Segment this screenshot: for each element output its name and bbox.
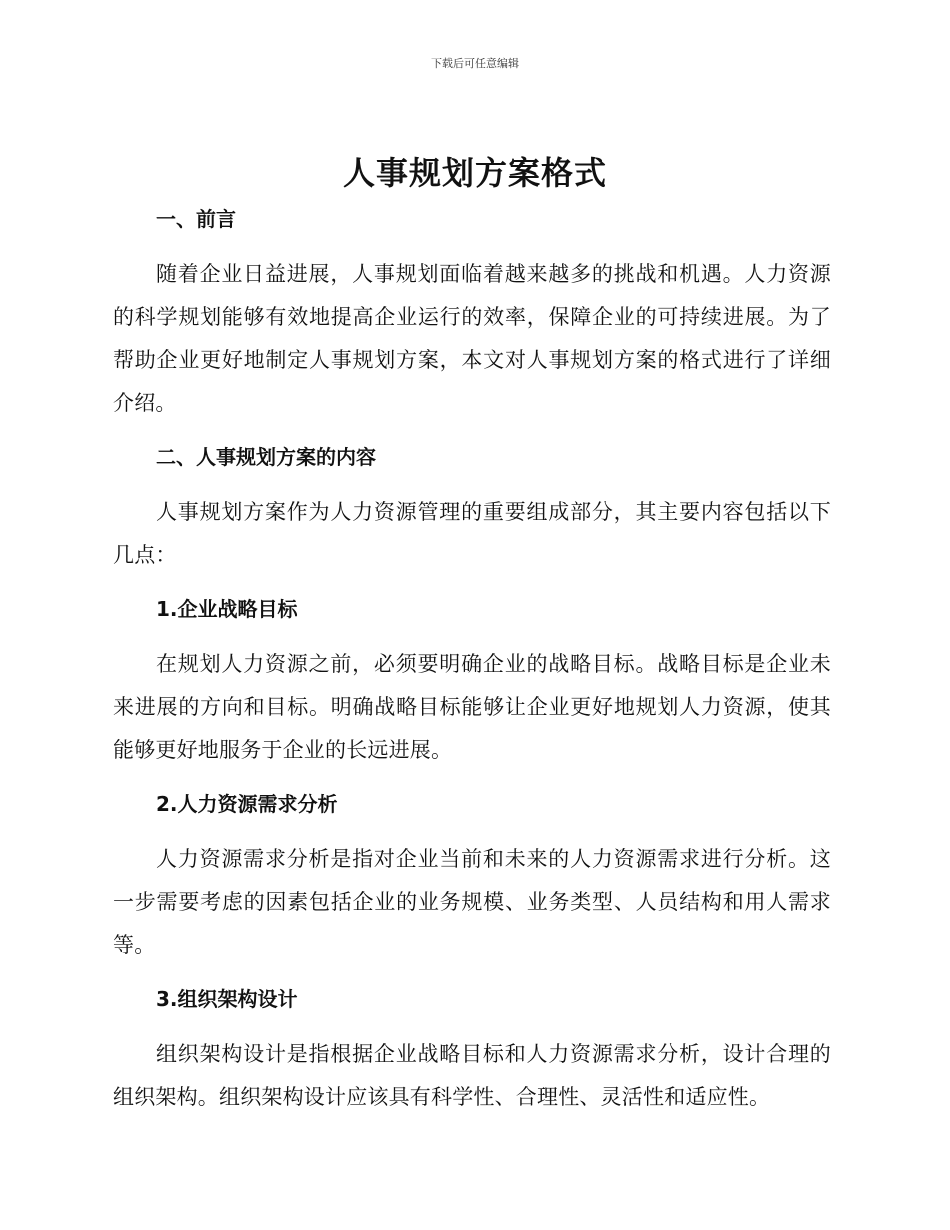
section-paragraph-organization: 组织架构设计是指根据企业战略目标和人力资源需求分析，设计合理的组织架构。组织架构设计应该具有科学性、合理性、灵活性和适应性。	[113, 1042, 831, 1109]
section-heading-organization: 3.组织架构设计	[156, 987, 298, 1011]
section-paragraph-content: 人事规划方案作为人力资源管理的重要组成部分，其主要内容包括以下几点：	[113, 500, 831, 567]
section-paragraph-preface: 随着企业日益进展，人事规划面临着越来越多的挑战和机遇。人力资源的科学规划能够有效地提高企业运行的效率，保障企业的可持续进展。为了帮助企业更好地制定人事规划方案，本文对人事规划方案的格式进行了详细介绍。	[113, 262, 831, 415]
section-heading-demand: 2.人力资源需求分析	[156, 792, 338, 816]
section-paragraph-demand: 人力资源需求分析是指对企业当前和未来的人力资源需求进行分析。这一步需要考虑的因素包括企业的业务规模、业务类型、人员结构和用人需求等。	[113, 847, 831, 957]
document-title: 人事规划方案格式	[342, 154, 607, 192]
header-note: 下载后可任意编辑	[431, 57, 519, 70]
section-paragraph-strategy: 在规划人力资源之前，必须要明确企业的战略目标。战略目标是企业未来进展的方向和目标。明确战略目标能够让企业更好地规划人力资源，使其能够更好地服务于企业的长远进展。	[113, 652, 831, 762]
section-heading-content: 二、人事规划方案的内容	[156, 445, 376, 469]
section-heading-strategy: 1.企业战略目标	[156, 597, 298, 621]
document-body	[113, 198, 831, 1119]
section-heading-preface: 一、前言	[156, 207, 236, 231]
